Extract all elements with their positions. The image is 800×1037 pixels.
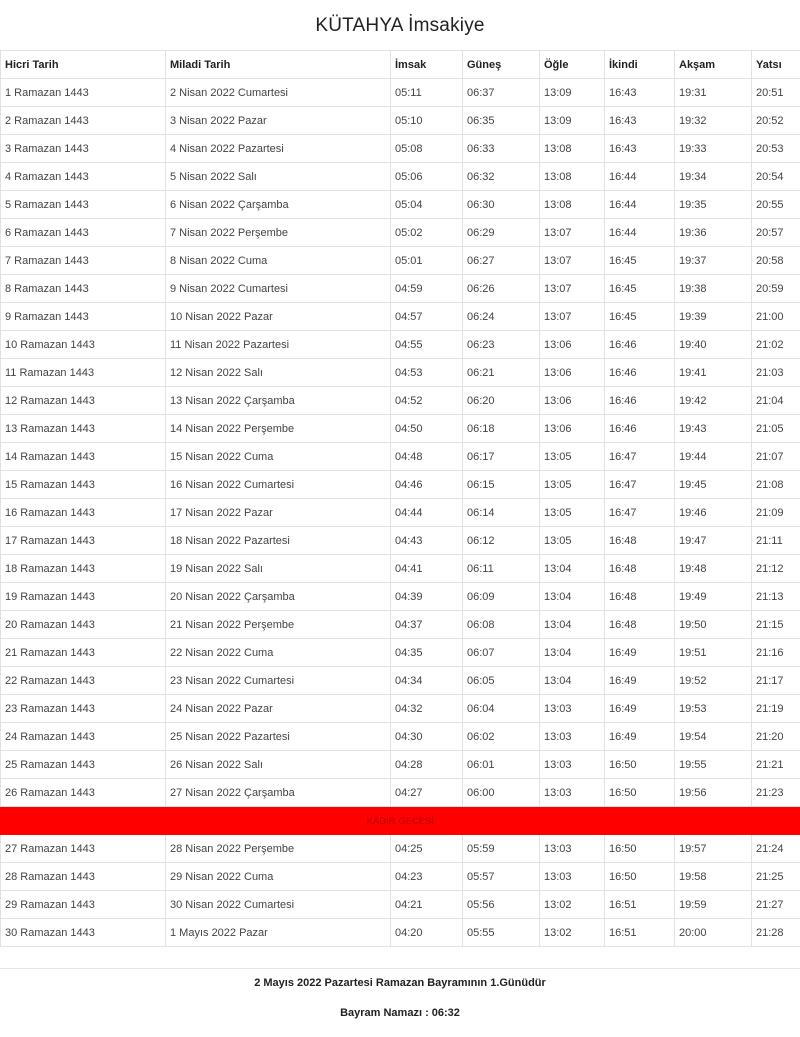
column-header: Hicri Tarih bbox=[1, 51, 166, 79]
table-cell: 16:50 bbox=[605, 751, 675, 779]
table-cell: 28 Nisan 2022 Perşembe bbox=[166, 835, 391, 863]
table-cell: 21:27 bbox=[752, 891, 800, 919]
table-cell: 19:32 bbox=[675, 107, 752, 135]
table-cell: 16:49 bbox=[605, 639, 675, 667]
table-cell: 16:44 bbox=[605, 219, 675, 247]
table-cell: 6 Ramazan 1443 bbox=[1, 219, 166, 247]
table-cell: 13:07 bbox=[540, 303, 605, 331]
table-cell: 22 Nisan 2022 Cuma bbox=[166, 639, 391, 667]
imsakiye-table bbox=[0, 50, 800, 947]
table-cell: 13:05 bbox=[540, 471, 605, 499]
column-header: İkindi bbox=[605, 51, 675, 79]
table-cell: 06:32 bbox=[463, 163, 540, 191]
table-cell: 19:44 bbox=[675, 443, 752, 471]
table-cell: 16:49 bbox=[605, 695, 675, 723]
table-row bbox=[1, 191, 800, 219]
table-cell: 19:49 bbox=[675, 583, 752, 611]
column-header: Güneş bbox=[463, 51, 540, 79]
table-cell: 13:03 bbox=[540, 751, 605, 779]
table-cell: 19:58 bbox=[675, 863, 752, 891]
table-cell: 16:49 bbox=[605, 723, 675, 751]
table-row bbox=[1, 359, 800, 387]
table-row bbox=[1, 583, 800, 611]
table-row bbox=[1, 919, 800, 947]
table-cell: 15 Nisan 2022 Cuma bbox=[166, 443, 391, 471]
table-cell: 13:03 bbox=[540, 695, 605, 723]
table-cell: 9 Nisan 2022 Cumartesi bbox=[166, 275, 391, 303]
table-cell: 05:55 bbox=[463, 919, 540, 947]
table-cell: 04:48 bbox=[391, 443, 463, 471]
table-cell: 20:00 bbox=[675, 919, 752, 947]
table-cell: 04:55 bbox=[391, 331, 463, 359]
table-row bbox=[1, 555, 800, 583]
table-cell: 13:03 bbox=[540, 779, 605, 807]
table-cell: 16:43 bbox=[605, 135, 675, 163]
table-cell: 5 Nisan 2022 Salı bbox=[166, 163, 391, 191]
table-row bbox=[1, 163, 800, 191]
table-cell: 04:59 bbox=[391, 275, 463, 303]
table-header-row bbox=[1, 51, 800, 79]
table-cell: 13:08 bbox=[540, 163, 605, 191]
table-cell: 17 Nisan 2022 Pazar bbox=[166, 499, 391, 527]
table-cell: 06:12 bbox=[463, 527, 540, 555]
table-row bbox=[1, 779, 800, 807]
table-cell: 19:34 bbox=[675, 163, 752, 191]
table-row bbox=[1, 751, 800, 779]
table-cell: 19:31 bbox=[675, 79, 752, 107]
table-cell: 16:48 bbox=[605, 611, 675, 639]
bayram-namazi: Bayram Namazı : 06:32 bbox=[340, 1007, 460, 1019]
table-cell: 27 Nisan 2022 Çarşamba bbox=[166, 779, 391, 807]
table-cell: 7 Ramazan 1443 bbox=[1, 247, 166, 275]
table-cell: 21:19 bbox=[752, 695, 800, 723]
table-cell: 13:06 bbox=[540, 331, 605, 359]
table-cell: 06:37 bbox=[463, 79, 540, 107]
table-cell: 20:59 bbox=[752, 275, 800, 303]
table-cell: 16:50 bbox=[605, 863, 675, 891]
table-cell: 24 Ramazan 1443 bbox=[1, 723, 166, 751]
table-cell: 13:04 bbox=[540, 611, 605, 639]
table-cell: 13:02 bbox=[540, 891, 605, 919]
table-cell: 04:41 bbox=[391, 555, 463, 583]
table-cell: 13:05 bbox=[540, 443, 605, 471]
table-cell: 18 Ramazan 1443 bbox=[1, 555, 166, 583]
table-cell: 12 Nisan 2022 Salı bbox=[166, 359, 391, 387]
table-cell: 06:15 bbox=[463, 471, 540, 499]
kadir-gecesi-label: KADİR GECESİ bbox=[1, 807, 800, 835]
table-row bbox=[1, 639, 800, 667]
table-cell: 21:02 bbox=[752, 331, 800, 359]
table-cell: 06:00 bbox=[463, 779, 540, 807]
table-cell: 21:03 bbox=[752, 359, 800, 387]
table-cell: 16:50 bbox=[605, 835, 675, 863]
table-cell: 05:06 bbox=[391, 163, 463, 191]
table-cell: 13:04 bbox=[540, 639, 605, 667]
table-cell: 21:16 bbox=[752, 639, 800, 667]
table-cell: 13 Nisan 2022 Çarşamba bbox=[166, 387, 391, 415]
table-cell: 16:47 bbox=[605, 443, 675, 471]
table-cell: 19:50 bbox=[675, 611, 752, 639]
table-cell: 16:43 bbox=[605, 79, 675, 107]
table-cell: 14 Nisan 2022 Perşembe bbox=[166, 415, 391, 443]
table-cell: 21:04 bbox=[752, 387, 800, 415]
table-cell: 06:11 bbox=[463, 555, 540, 583]
table-cell: 04:34 bbox=[391, 667, 463, 695]
table-cell: 30 Nisan 2022 Cumartesi bbox=[166, 891, 391, 919]
table-cell: 21:13 bbox=[752, 583, 800, 611]
table-cell: 13:09 bbox=[540, 79, 605, 107]
table-cell: 25 Ramazan 1443 bbox=[1, 751, 166, 779]
table-cell: 29 Nisan 2022 Cuma bbox=[166, 863, 391, 891]
table-cell: 11 Ramazan 1443 bbox=[1, 359, 166, 387]
table-cell: 21:09 bbox=[752, 499, 800, 527]
table-cell: 06:18 bbox=[463, 415, 540, 443]
table-cell: 16:45 bbox=[605, 247, 675, 275]
table-cell: 30 Ramazan 1443 bbox=[1, 919, 166, 947]
table-cell: 04:43 bbox=[391, 527, 463, 555]
table-cell: 19:55 bbox=[675, 751, 752, 779]
table-cell: 16 Nisan 2022 Cumartesi bbox=[166, 471, 391, 499]
table-cell: 06:02 bbox=[463, 723, 540, 751]
table-cell: 06:01 bbox=[463, 751, 540, 779]
table-cell: 24 Nisan 2022 Pazar bbox=[166, 695, 391, 723]
table-cell: 8 Ramazan 1443 bbox=[1, 275, 166, 303]
table-cell: 06:33 bbox=[463, 135, 540, 163]
table-cell: 29 Ramazan 1443 bbox=[1, 891, 166, 919]
table-cell: 16:48 bbox=[605, 527, 675, 555]
table-cell: 21:20 bbox=[752, 723, 800, 751]
bayram-note: 2 Mayıs 2022 Pazartesi Ramazan Bayramının 1.Günüdür bbox=[254, 977, 546, 989]
table-cell: 20:53 bbox=[752, 135, 800, 163]
table-cell: 04:37 bbox=[391, 611, 463, 639]
table-cell: 06:09 bbox=[463, 583, 540, 611]
table-cell: 16:48 bbox=[605, 555, 675, 583]
table-cell: 16:44 bbox=[605, 163, 675, 191]
table-cell: 21:24 bbox=[752, 835, 800, 863]
table-cell: 16:46 bbox=[605, 415, 675, 443]
table-row bbox=[1, 667, 800, 695]
table-cell: 19:51 bbox=[675, 639, 752, 667]
table-cell: 05:11 bbox=[391, 79, 463, 107]
table-cell: 06:05 bbox=[463, 667, 540, 695]
table-cell: 20:54 bbox=[752, 163, 800, 191]
table-row bbox=[1, 303, 800, 331]
column-header: Yatsı bbox=[752, 51, 800, 79]
table-row bbox=[1, 275, 800, 303]
table-cell: 25 Nisan 2022 Pazartesi bbox=[166, 723, 391, 751]
table-row bbox=[1, 219, 800, 247]
table-cell: 16:47 bbox=[605, 499, 675, 527]
table-cell: 04:20 bbox=[391, 919, 463, 947]
table-cell: 06:21 bbox=[463, 359, 540, 387]
table-cell: 04:53 bbox=[391, 359, 463, 387]
table-cell: 13:03 bbox=[540, 723, 605, 751]
table-cell: 13:04 bbox=[540, 555, 605, 583]
table-body bbox=[1, 79, 800, 947]
table-cell: 05:56 bbox=[463, 891, 540, 919]
table-cell: 16:45 bbox=[605, 275, 675, 303]
table-cell: 15 Ramazan 1443 bbox=[1, 471, 166, 499]
table-row bbox=[1, 107, 800, 135]
table-cell: 13:05 bbox=[540, 527, 605, 555]
table-row bbox=[1, 891, 800, 919]
table-cell: 16:43 bbox=[605, 107, 675, 135]
table-cell: 06:07 bbox=[463, 639, 540, 667]
table-cell: 19:37 bbox=[675, 247, 752, 275]
table-cell: 19:48 bbox=[675, 555, 752, 583]
table-cell: 16:51 bbox=[605, 891, 675, 919]
table-cell: 04:25 bbox=[391, 835, 463, 863]
table-cell: 06:26 bbox=[463, 275, 540, 303]
table-cell: 17 Ramazan 1443 bbox=[1, 527, 166, 555]
table-cell: 21 Ramazan 1443 bbox=[1, 639, 166, 667]
table-cell: 05:59 bbox=[463, 835, 540, 863]
table-cell: 11 Nisan 2022 Pazartesi bbox=[166, 331, 391, 359]
table-cell: 27 Ramazan 1443 bbox=[1, 835, 166, 863]
table-cell: 19:57 bbox=[675, 835, 752, 863]
table-cell: 19 Ramazan 1443 bbox=[1, 583, 166, 611]
table-row bbox=[1, 471, 800, 499]
table-cell: 2 Nisan 2022 Cumartesi bbox=[166, 79, 391, 107]
table-cell: 19:53 bbox=[675, 695, 752, 723]
table-cell: 16:45 bbox=[605, 303, 675, 331]
table-cell: 12 Ramazan 1443 bbox=[1, 387, 166, 415]
table-cell: 19:42 bbox=[675, 387, 752, 415]
table-cell: 7 Nisan 2022 Perşembe bbox=[166, 219, 391, 247]
table-row bbox=[1, 863, 800, 891]
table-cell: 04:32 bbox=[391, 695, 463, 723]
footer-divider bbox=[0, 968, 800, 969]
table-cell: 06:30 bbox=[463, 191, 540, 219]
table-row bbox=[1, 443, 800, 471]
table-cell: 04:50 bbox=[391, 415, 463, 443]
table-cell: 19:45 bbox=[675, 471, 752, 499]
table-cell: 06:29 bbox=[463, 219, 540, 247]
table-row bbox=[1, 415, 800, 443]
table-cell: 20 Ramazan 1443 bbox=[1, 611, 166, 639]
table-cell: 13:07 bbox=[540, 275, 605, 303]
table-cell: 19:40 bbox=[675, 331, 752, 359]
table-cell: 04:35 bbox=[391, 639, 463, 667]
table-cell: 04:27 bbox=[391, 779, 463, 807]
table-row bbox=[1, 723, 800, 751]
table-cell: 19:39 bbox=[675, 303, 752, 331]
table-cell: 4 Ramazan 1443 bbox=[1, 163, 166, 191]
table-row bbox=[1, 387, 800, 415]
table-cell: 1 Mayıs 2022 Pazar bbox=[166, 919, 391, 947]
table-cell: 19:43 bbox=[675, 415, 752, 443]
table-row bbox=[1, 835, 800, 863]
table-cell: 14 Ramazan 1443 bbox=[1, 443, 166, 471]
table-cell: 21:07 bbox=[752, 443, 800, 471]
table-cell: 19 Nisan 2022 Salı bbox=[166, 555, 391, 583]
table-cell: 3 Nisan 2022 Pazar bbox=[166, 107, 391, 135]
table-cell: 16:44 bbox=[605, 191, 675, 219]
table-cell: 04:30 bbox=[391, 723, 463, 751]
table-cell: 16:47 bbox=[605, 471, 675, 499]
table-cell: 4 Nisan 2022 Pazartesi bbox=[166, 135, 391, 163]
table-cell: 21:15 bbox=[752, 611, 800, 639]
table-cell: 16:46 bbox=[605, 387, 675, 415]
table-cell: 05:04 bbox=[391, 191, 463, 219]
table-cell: 05:10 bbox=[391, 107, 463, 135]
table-cell: 3 Ramazan 1443 bbox=[1, 135, 166, 163]
table-cell: 21:28 bbox=[752, 919, 800, 947]
table-cell: 21:21 bbox=[752, 751, 800, 779]
table-cell: 06:08 bbox=[463, 611, 540, 639]
table-cell: 16:51 bbox=[605, 919, 675, 947]
table-cell: 13:06 bbox=[540, 387, 605, 415]
table-cell: 04:28 bbox=[391, 751, 463, 779]
table-cell: 26 Ramazan 1443 bbox=[1, 779, 166, 807]
table-cell: 16:46 bbox=[605, 359, 675, 387]
table-cell: 16:50 bbox=[605, 779, 675, 807]
table-cell: 04:57 bbox=[391, 303, 463, 331]
table-cell: 06:23 bbox=[463, 331, 540, 359]
table-cell: 16:49 bbox=[605, 667, 675, 695]
table-cell: 16:46 bbox=[605, 331, 675, 359]
table-cell: 20 Nisan 2022 Çarşamba bbox=[166, 583, 391, 611]
table-cell: 06:27 bbox=[463, 247, 540, 275]
table-cell: 2 Ramazan 1443 bbox=[1, 107, 166, 135]
table-cell: 1 Ramazan 1443 bbox=[1, 79, 166, 107]
table-cell: 21:05 bbox=[752, 415, 800, 443]
table-cell: 19:41 bbox=[675, 359, 752, 387]
page-title: KÜTAHYA İmsakiye bbox=[315, 15, 485, 36]
table-cell: 04:46 bbox=[391, 471, 463, 499]
table-cell: 04:44 bbox=[391, 499, 463, 527]
table-cell: 19:35 bbox=[675, 191, 752, 219]
table-cell: 21:23 bbox=[752, 779, 800, 807]
column-header: Akşam bbox=[675, 51, 752, 79]
column-header: Miladi Tarih bbox=[166, 51, 391, 79]
table-cell: 19:52 bbox=[675, 667, 752, 695]
table-cell: 13:08 bbox=[540, 135, 605, 163]
table-cell: 06:14 bbox=[463, 499, 540, 527]
table-cell: 13:03 bbox=[540, 863, 605, 891]
table-cell: 23 Ramazan 1443 bbox=[1, 695, 166, 723]
table-row bbox=[1, 331, 800, 359]
table-cell: 9 Ramazan 1443 bbox=[1, 303, 166, 331]
table-cell: 06:35 bbox=[463, 107, 540, 135]
table-cell: 8 Nisan 2022 Cuma bbox=[166, 247, 391, 275]
table-cell: 13:02 bbox=[540, 919, 605, 947]
table-row bbox=[1, 499, 800, 527]
table-cell: 05:57 bbox=[463, 863, 540, 891]
table-cell: 13:06 bbox=[540, 415, 605, 443]
table-cell: 20:57 bbox=[752, 219, 800, 247]
table-cell: 20:58 bbox=[752, 247, 800, 275]
table-cell: 21:17 bbox=[752, 667, 800, 695]
table-cell: 04:52 bbox=[391, 387, 463, 415]
table-cell: 06:17 bbox=[463, 443, 540, 471]
table-cell: 21:12 bbox=[752, 555, 800, 583]
table-cell: 19:33 bbox=[675, 135, 752, 163]
table-cell: 05:08 bbox=[391, 135, 463, 163]
table-cell: 13:09 bbox=[540, 107, 605, 135]
table-cell: 13:04 bbox=[540, 583, 605, 611]
table-cell: 13:06 bbox=[540, 359, 605, 387]
table-cell: 05:02 bbox=[391, 219, 463, 247]
table-cell: 13:04 bbox=[540, 667, 605, 695]
table-cell: 26 Nisan 2022 Salı bbox=[166, 751, 391, 779]
table-cell: 10 Ramazan 1443 bbox=[1, 331, 166, 359]
table-row bbox=[1, 695, 800, 723]
table-cell: 06:04 bbox=[463, 695, 540, 723]
table-cell: 22 Ramazan 1443 bbox=[1, 667, 166, 695]
table-cell: 19:36 bbox=[675, 219, 752, 247]
table-cell: 28 Ramazan 1443 bbox=[1, 863, 166, 891]
table-cell: 19:47 bbox=[675, 527, 752, 555]
table-cell: 21:25 bbox=[752, 863, 800, 891]
table-cell: 04:23 bbox=[391, 863, 463, 891]
table-cell: 19:38 bbox=[675, 275, 752, 303]
table-cell: 21:00 bbox=[752, 303, 800, 331]
table-cell: 19:54 bbox=[675, 723, 752, 751]
table-cell: 13:07 bbox=[540, 247, 605, 275]
table-row bbox=[1, 247, 800, 275]
table-cell: 5 Ramazan 1443 bbox=[1, 191, 166, 219]
table-cell: 13:08 bbox=[540, 191, 605, 219]
table-cell: 06:20 bbox=[463, 387, 540, 415]
table-cell: 19:56 bbox=[675, 779, 752, 807]
table-cell: 6 Nisan 2022 Çarşamba bbox=[166, 191, 391, 219]
kadir-gecesi-banner bbox=[1, 807, 800, 835]
table-cell: 23 Nisan 2022 Cumartesi bbox=[166, 667, 391, 695]
table-cell: 16:48 bbox=[605, 583, 675, 611]
table-cell: 04:39 bbox=[391, 583, 463, 611]
table-cell: 04:21 bbox=[391, 891, 463, 919]
table-cell: 20:55 bbox=[752, 191, 800, 219]
table-row bbox=[1, 611, 800, 639]
table-cell: 13:05 bbox=[540, 499, 605, 527]
table-cell: 21:08 bbox=[752, 471, 800, 499]
table-cell: 18 Nisan 2022 Pazartesi bbox=[166, 527, 391, 555]
table-row bbox=[1, 79, 800, 107]
table-cell: 13 Ramazan 1443 bbox=[1, 415, 166, 443]
table-cell: 20:51 bbox=[752, 79, 800, 107]
table-row bbox=[1, 527, 800, 555]
table-cell: 10 Nisan 2022 Pazar bbox=[166, 303, 391, 331]
table-cell: 21:11 bbox=[752, 527, 800, 555]
table-cell: 19:46 bbox=[675, 499, 752, 527]
table-cell: 13:03 bbox=[540, 835, 605, 863]
column-header: İmsak bbox=[391, 51, 463, 79]
table-cell: 06:24 bbox=[463, 303, 540, 331]
column-header: Öğle bbox=[540, 51, 605, 79]
table-cell: 21 Nisan 2022 Perşembe bbox=[166, 611, 391, 639]
table-cell: 19:59 bbox=[675, 891, 752, 919]
table-cell: 20:52 bbox=[752, 107, 800, 135]
table-cell: 13:07 bbox=[540, 219, 605, 247]
table-cell: 16 Ramazan 1443 bbox=[1, 499, 166, 527]
table-row bbox=[1, 135, 800, 163]
table-cell: 05:01 bbox=[391, 247, 463, 275]
